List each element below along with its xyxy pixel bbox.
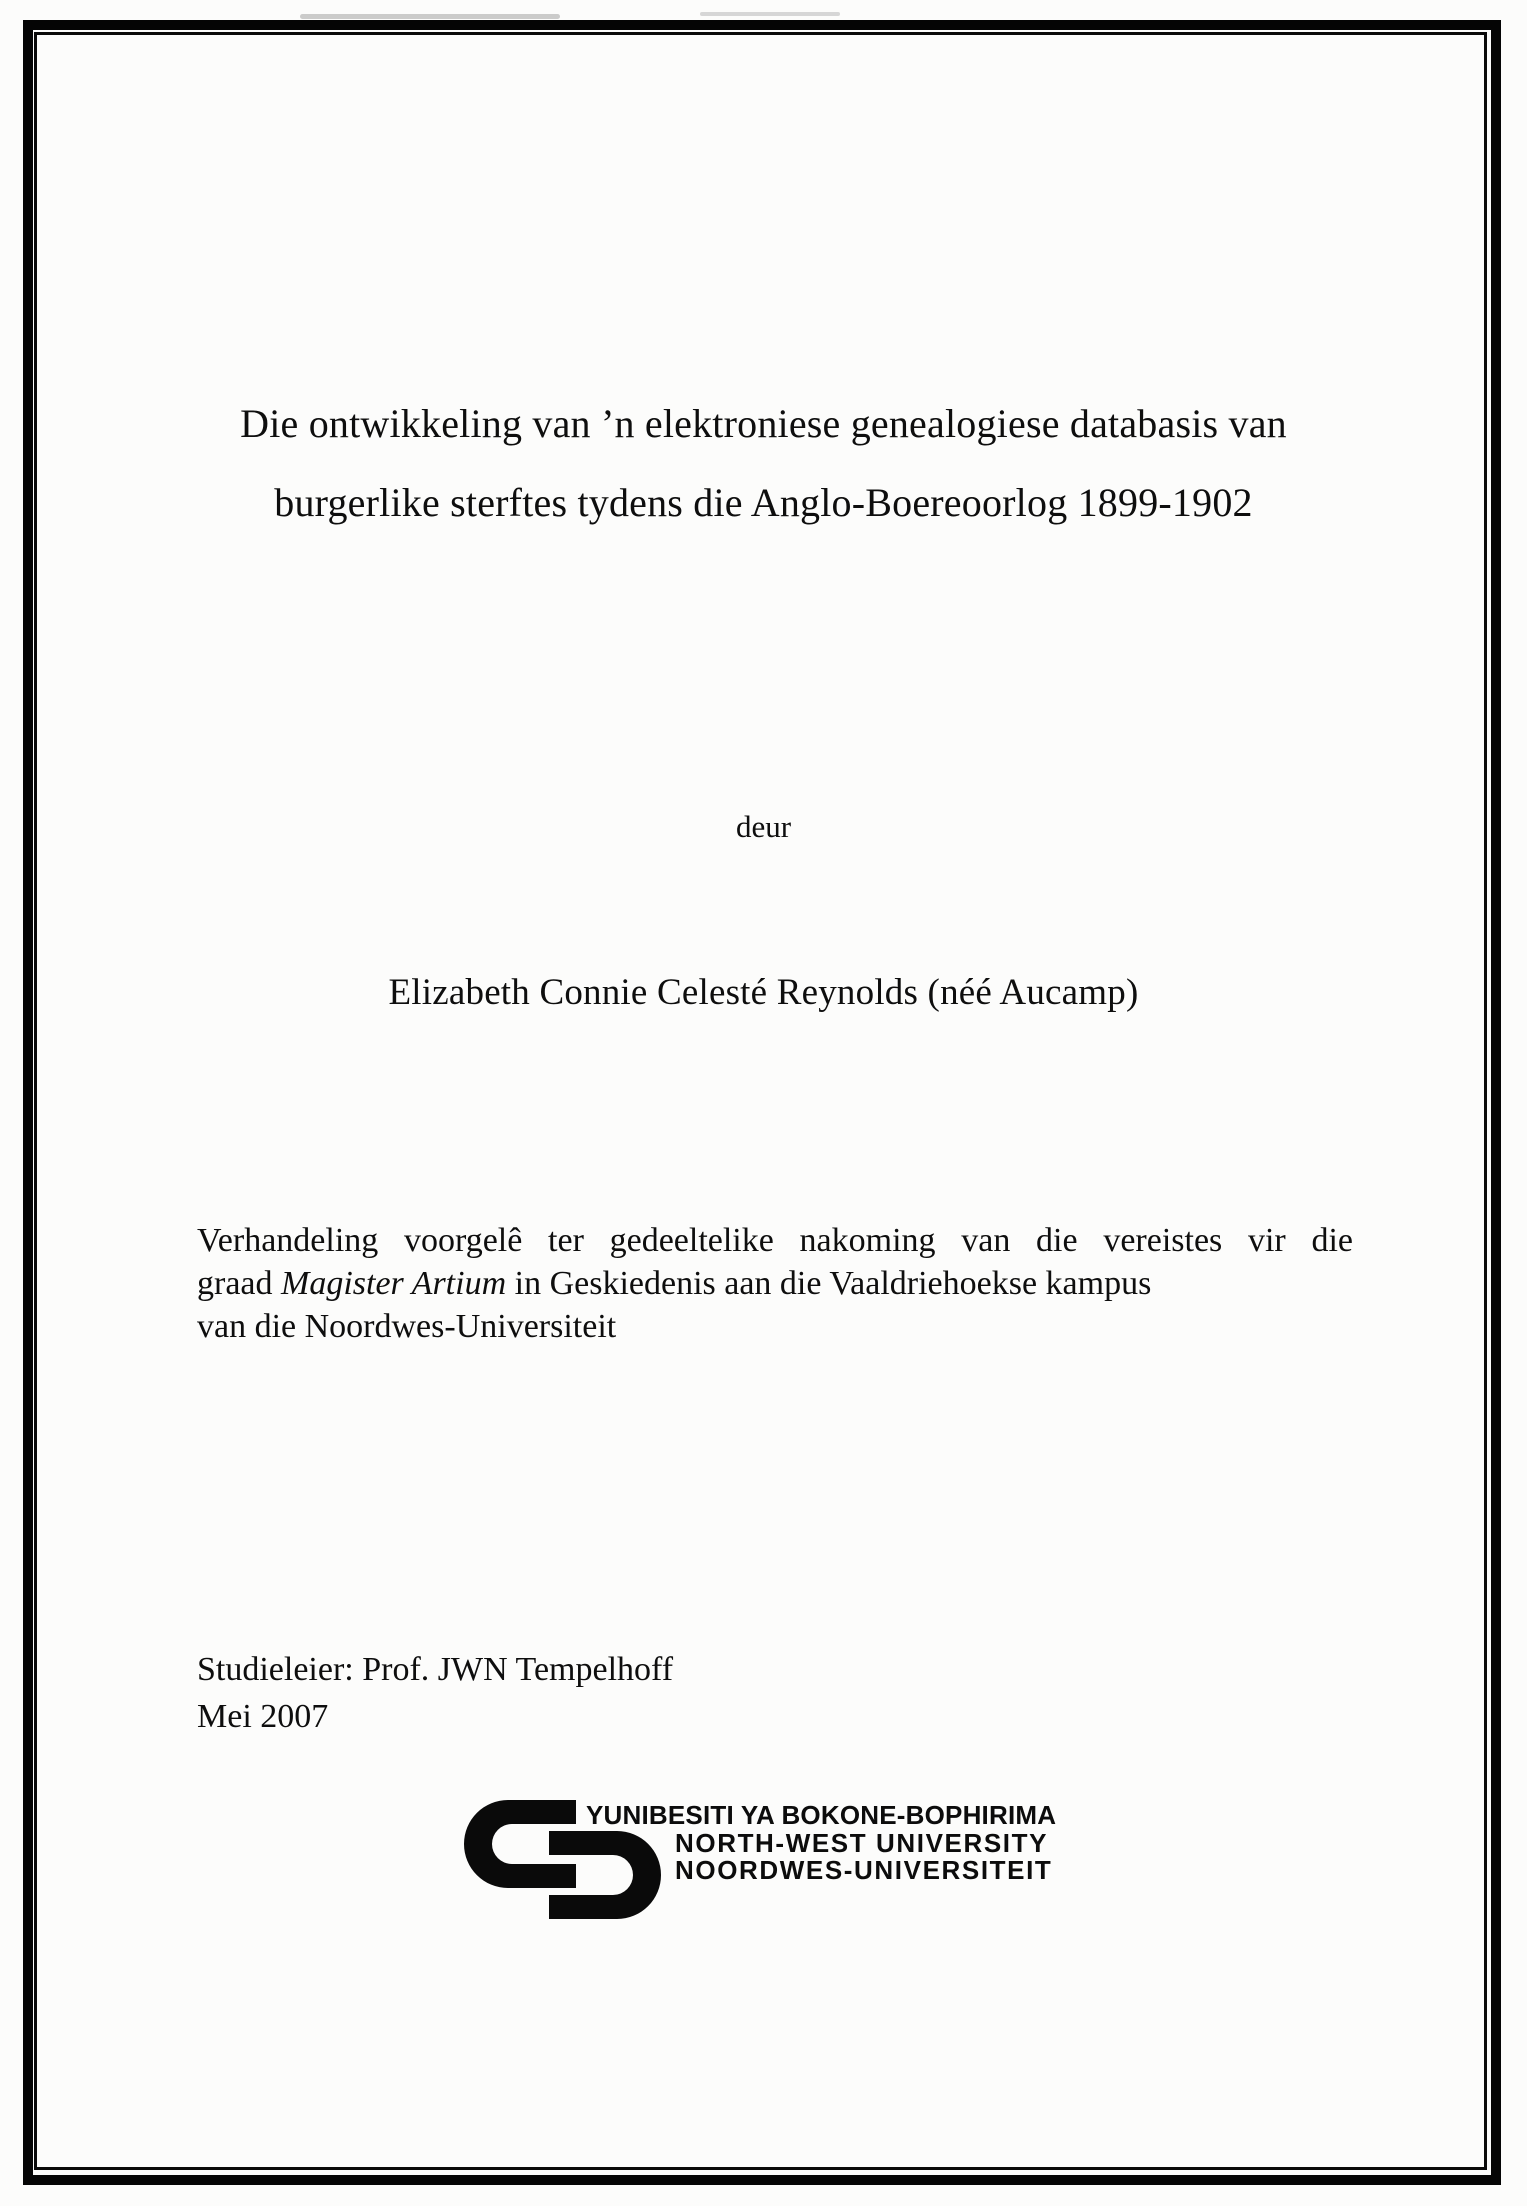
degree-statement-line-2 [197,1262,1353,1305]
thesis-title-line-1: Die ontwikkeling van ’n elektroniese genealogiese databasis van [240,401,1287,446]
degree-statement [197,1219,1353,1348]
university-wordmark-setswana: YUNIBESITI YA BOKONE-BOPHIRIMA [586,1800,1057,1830]
scan-artifact [700,12,840,16]
supervisor-block [197,1646,673,1740]
degree-statement-line-2-post: in Geskiedenis aan die Vaaldriehoekse kampus [506,1265,1152,1302]
byline: deur [735,809,792,844]
date-line: Mei 2007 [197,1698,329,1735]
supervisor-line: Studieleier: Prof. JWN Tempelhoff [197,1651,674,1688]
thesis-title-line-2: burgerlike sterftes tydens die Anglo-Boereoorlog 1899-1902 [274,480,1253,525]
thesis-title [90,384,1437,542]
university-wordmark-english: NORTH-WEST UNIVERSITY [675,1827,1049,1858]
university-wordmark [586,1802,1056,1885]
degree-statement-line-2-pre: graad [197,1265,282,1302]
degree-name-italic: Magister Artium [281,1265,507,1302]
author-name: Elizabeth Connie Celesté Reynolds (néé Aucamp) [388,972,1139,1013]
degree-statement-line-1: Verhandeling voorgelê ter gedeeltelike nakoming van die vereistes vir die [197,1222,1353,1259]
degree-statement-line-3: van die Noordwes-Universiteit [197,1308,617,1345]
university-wordmark-afrikaans: NOORDWES-UNIVERSITEIT [675,1855,1053,1885]
scan-artifact [300,14,560,19]
